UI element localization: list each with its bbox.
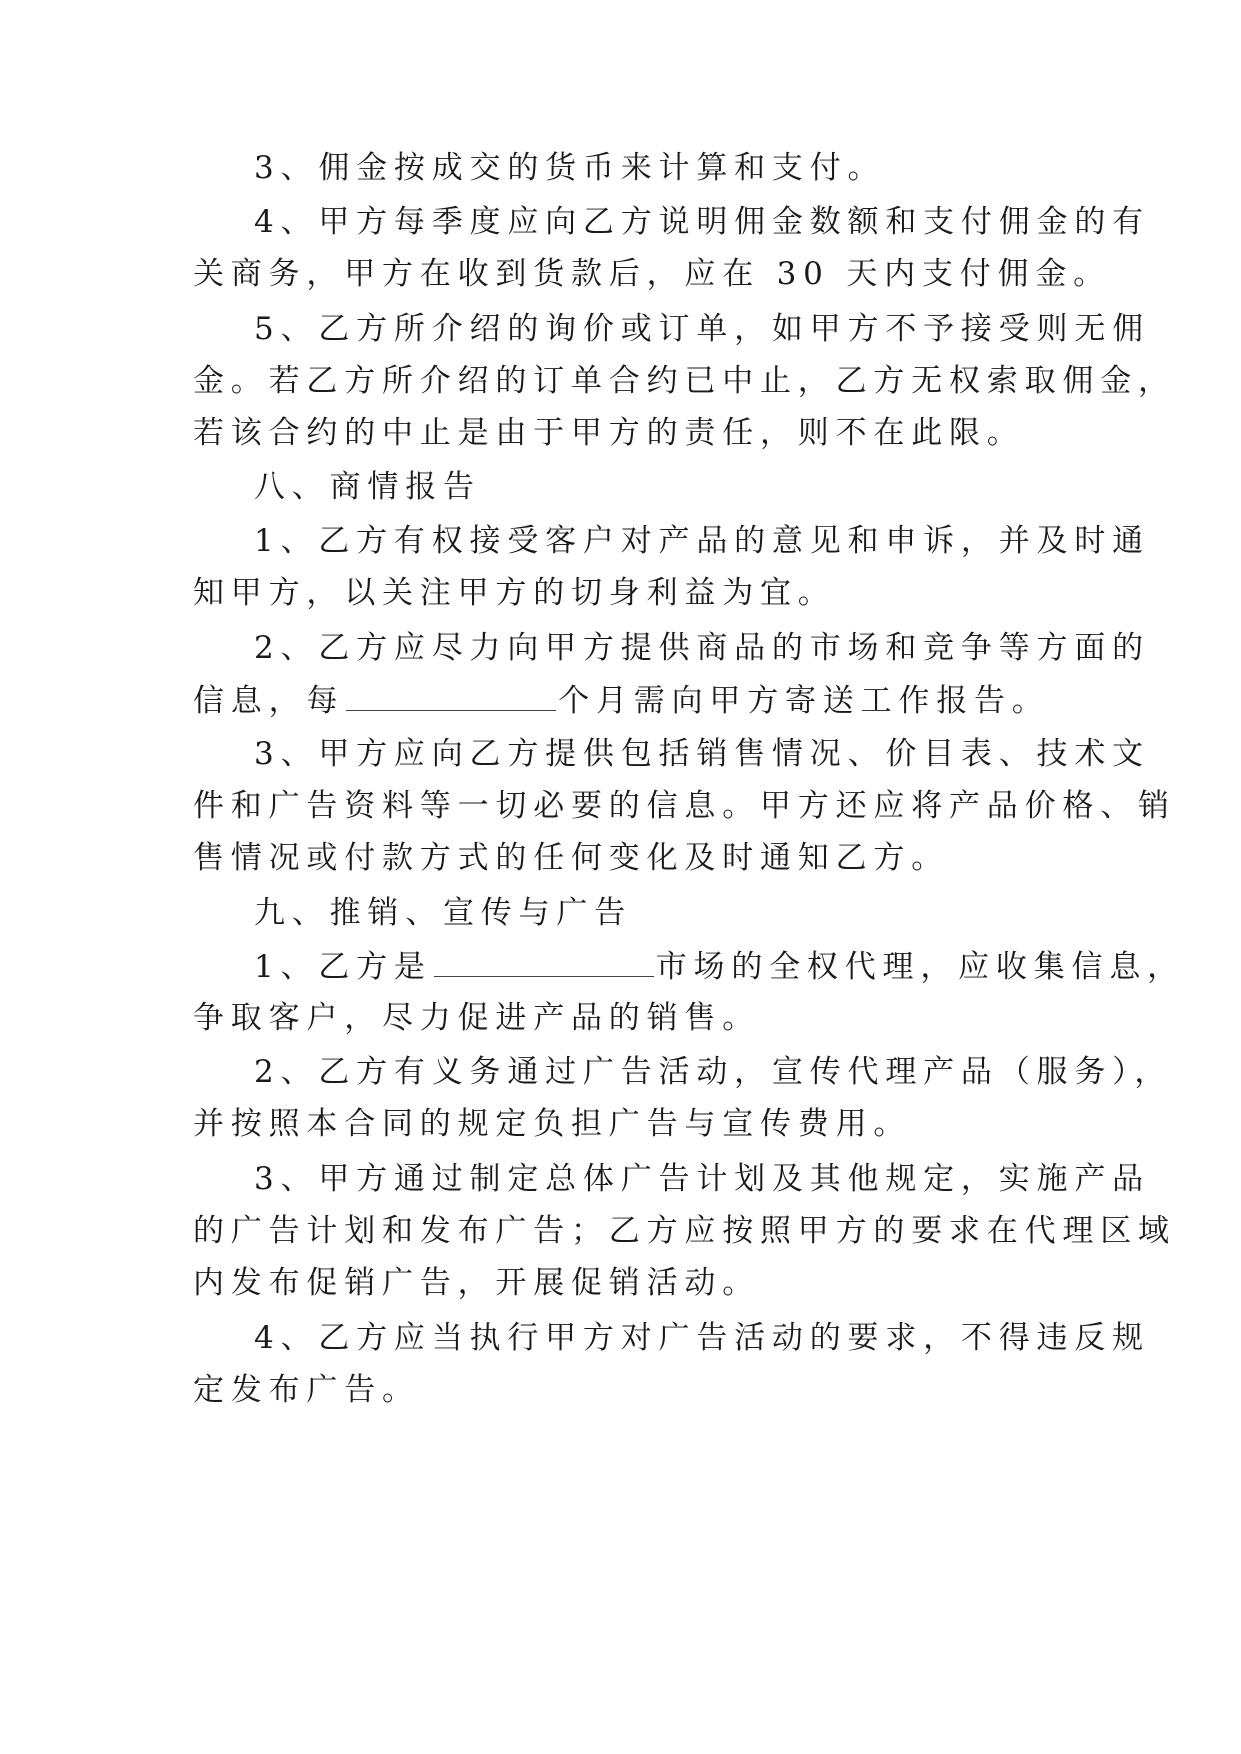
market-info-text-after-blank: 个月需向甲方寄送工作报告。 xyxy=(558,683,1050,719)
paragraph-agency-line2: 争取客户，尽力促进产品的销售。 xyxy=(193,1000,760,1036)
paragraph-inquiry-line3: 若该合约的中止是由于甲方的责任，则不在此限。 xyxy=(193,415,1025,451)
paragraph-commission-report-line1: 4、甲方每季度应向乙方说明佣金数额和支付佣金的有 xyxy=(254,204,1150,240)
paragraph-ad-requirements-line2: 定发布广告。 xyxy=(193,1372,420,1408)
paragraph-market-info-line2 xyxy=(193,680,1073,721)
paragraph-ad-requirements-line1: 4、乙方应当执行甲方对广告活动的要求，不得违反规 xyxy=(254,1320,1150,1356)
paragraph-party-a-info-line3: 售情况或付款方式的任何变化及时通知乙方。 xyxy=(193,840,949,876)
paragraph-feedback-line2: 知甲方，以关注甲方的切身利益为宜。 xyxy=(193,575,836,611)
months-blank-field[interactable] xyxy=(346,680,556,711)
paragraph-advertising-duty-line2: 并按照本合同的规定负担广告与宣传费用。 xyxy=(193,1106,912,1142)
paragraph-feedback-line1: 1、乙方有权接受客户对产品的意见和申诉，并及时通 xyxy=(254,523,1150,559)
market-info-text-before-blank: 信息，每 xyxy=(193,683,345,719)
agency-text-after-blank: 市场的全权代理，应收集信息， xyxy=(655,949,1185,985)
paragraph-commission-report-line2: 关商务，甲方在收到货款后，应在 30 天内支付佣金。 xyxy=(193,256,1111,292)
paragraph-ad-plan-line2: 的广告计划和发布广告；乙方应按照甲方的要求在代理区域 xyxy=(193,1213,1176,1249)
section-heading-8: 八、商情报告 xyxy=(254,469,481,505)
paragraph-market-info-line1: 2、乙方应尽力向甲方提供商品的市场和竞争等方面的 xyxy=(254,630,1150,666)
market-blank-field[interactable] xyxy=(434,946,654,977)
paragraph-party-a-info-line2: 件和广告资料等一切必要的信息。甲方还应将产品价格、销 xyxy=(193,788,1176,824)
paragraph-inquiry-line2: 金。若乙方所介绍的订单合约已中止，乙方无权索取佣金， xyxy=(193,363,1176,399)
paragraph-ad-plan-line3: 内发布促销广告，开展促销活动。 xyxy=(193,1265,760,1301)
paragraph-agency-line1 xyxy=(254,946,1185,987)
paragraph-party-a-info-line1: 3、甲方应向乙方提供包括销售情况、价目表、技术文 xyxy=(254,736,1150,772)
paragraph-advertising-duty-line1: 2、乙方有义务通过广告活动，宣传代理产品（服务）， xyxy=(254,1054,1173,1090)
paragraph-inquiry-line1: 5、乙方所介绍的询价或订单，如甲方不予接受则无佣 xyxy=(254,311,1150,347)
agency-text-before-blank: 1、乙方是 xyxy=(254,949,432,985)
section-heading-9: 九、推销、宣传与广告 xyxy=(254,895,632,931)
paragraph-ad-plan-line1: 3、甲方通过制定总体广告计划及其他规定，实施产品 xyxy=(254,1161,1150,1197)
paragraph-commission-currency: 3、佣金按成交的货币来计算和支付。 xyxy=(254,150,886,186)
